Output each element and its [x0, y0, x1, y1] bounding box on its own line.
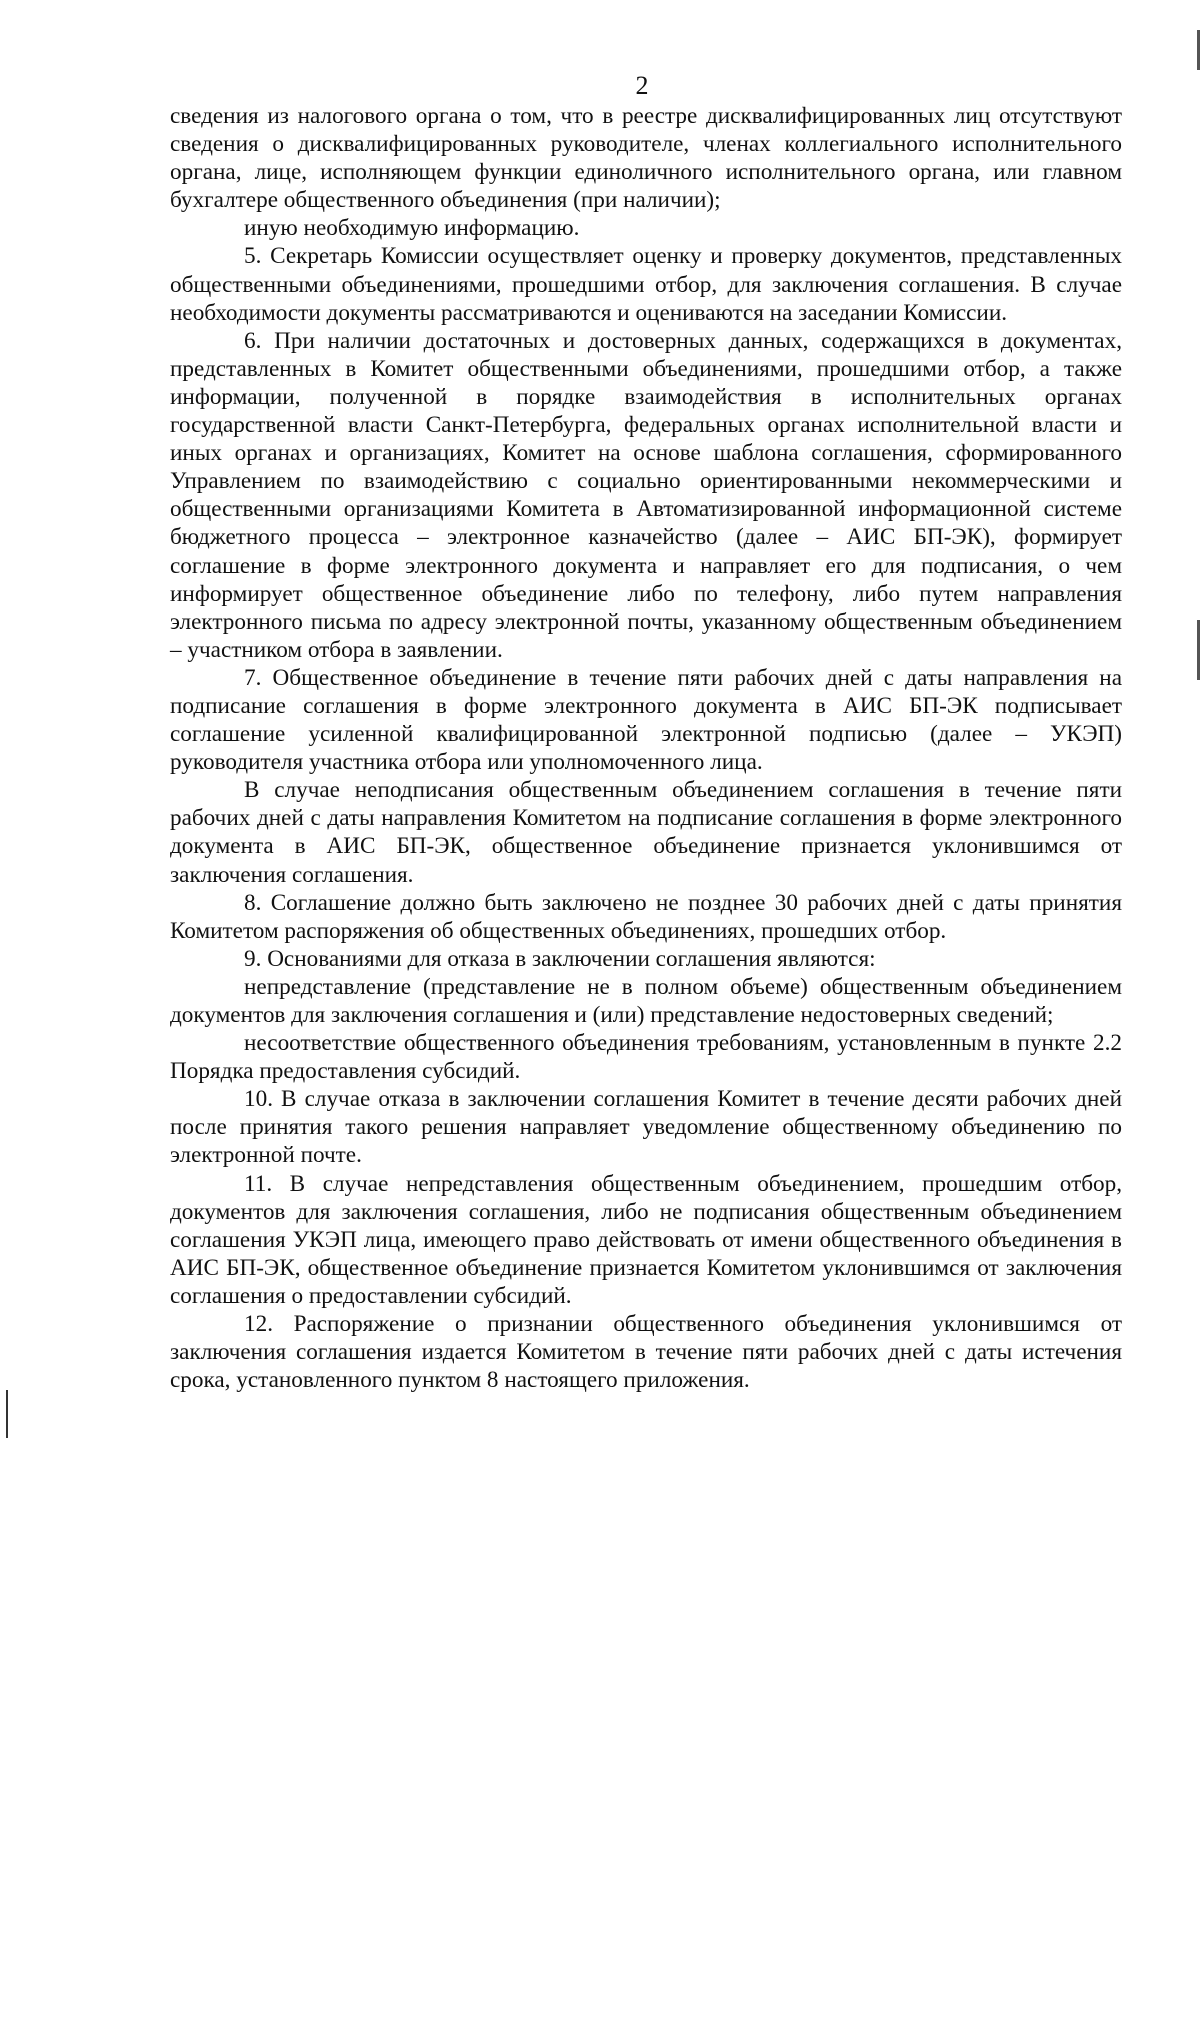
paragraph-7: 7. Общественное объединение в течение пяти рабочих дней с даты направления на подписание соглашения в форме электронного документа в АИС БП-ЭК подписывает соглашение усиленной квалифицированной электронной подписью (далее – УКЭП) руководителя участника отбора или уполномоченного лица. — [170, 664, 1122, 776]
paragraph-11: 11. В случае непредставления общественным объединением, прошедшим отбор, документов для заключения соглашения, либо не подписания общественным объединением соглашения УКЭП лица, имеющего право действовать от имени общественного объединения в АИС БП-ЭК, общественное объединение признается Комитетом уклонившимся от заключения соглашения о предоставлении субсидий. — [170, 1170, 1122, 1309]
document-body — [170, 102, 1122, 1394]
scan-margin-mark — [6, 1390, 8, 1438]
paragraph-continuation: сведения из налогового органа о том, что в реестре дисквалифицированных лиц отсутствуют сведения о дисквалифицированных руководителе, членах коллегиального исполнительного органа, лице, исполняющем функции единоличного исполнительного органа, или главном бухгалтере общественного объединения (при наличии); — [170, 103, 1122, 214]
paragraph-5: 5. Секретарь Комиссии осуществляет оценку и проверку документов, представленных общественными объединениями, прошедшими отбор, для заключения соглашения. В случае необходимости документы рассматриваются и оцениваются на заседании Комиссии. — [170, 243, 1122, 326]
paragraph-9-ground-2: несоответствие общественного объединения требованиям, установленным в пункте 2.2 Порядка предоставления субсидий. — [170, 1030, 1122, 1085]
paragraph-10: 10. В случае отказа в заключении соглашения Комитет в течение десяти рабочих дней после принятия такого решения направляет уведомление общественному объединению по электронной почте. — [170, 1086, 1122, 1169]
paragraph-7-unsigned: В случае неподписания общественным объединением соглашения в течение пяти рабочих дней с даты направления Комитетом на подписание соглашения в форме электронного документа в АИС БП-ЭК, общественное объединение признается уклонившимся от заключения соглашения. — [170, 777, 1122, 888]
page-number: 2 — [635, 71, 649, 100]
paragraph-other-info: иную необходимую информацию. — [244, 215, 580, 242]
paragraph-9: 9. Основаниями для отказа в заключении соглашения являются: — [244, 945, 876, 972]
paragraph-9-ground-1: непредставление (представление не в полном объеме) общественным объединением документов для заключения соглашения и (или) представление недостоверных сведений; — [170, 973, 1122, 1028]
paragraph-12: 12. Распоряжение о признании общественного объединения уклонившимся от заключения соглашения издается Комитетом в течение пяти рабочих дней с даты истечения срока, установленного пунктом 8 настоящего приложения. — [170, 1311, 1122, 1394]
paragraph-8: 8. Соглашение должно быть заключено не позднее 30 рабочих дней с даты принятия Комитетом распоряжения об общественных объединениях, прошедших отбор. — [170, 889, 1122, 944]
paragraph-6: 6. При наличии достаточных и достоверных данных, содержащихся в документах, представленных в Комитет общественными объединениями, прошедшими отбор, а также информации, полученной в порядке взаимодействия в исполнительных органах государственной власти Санкт-Петербурга, федеральных органах исполнительной власти и иных органах и организациях, Комитет на основе шаблона соглашения, сформированного Управлением по взаимодействию с социально ориентированными некоммерческими и общественными организациями Комитета в Автоматизированной информационной системе бюджетного процесса – электронное казначейство (далее – АИС БП-ЭК), формирует соглашение в форме электронного документа и направляет его для подписания, о чем информирует общественное объединение либо по телефону, либо путем направления электронного письма по адресу электронной почты, указанному общественным объединением – участником отбора в заявлении. — [170, 327, 1122, 663]
